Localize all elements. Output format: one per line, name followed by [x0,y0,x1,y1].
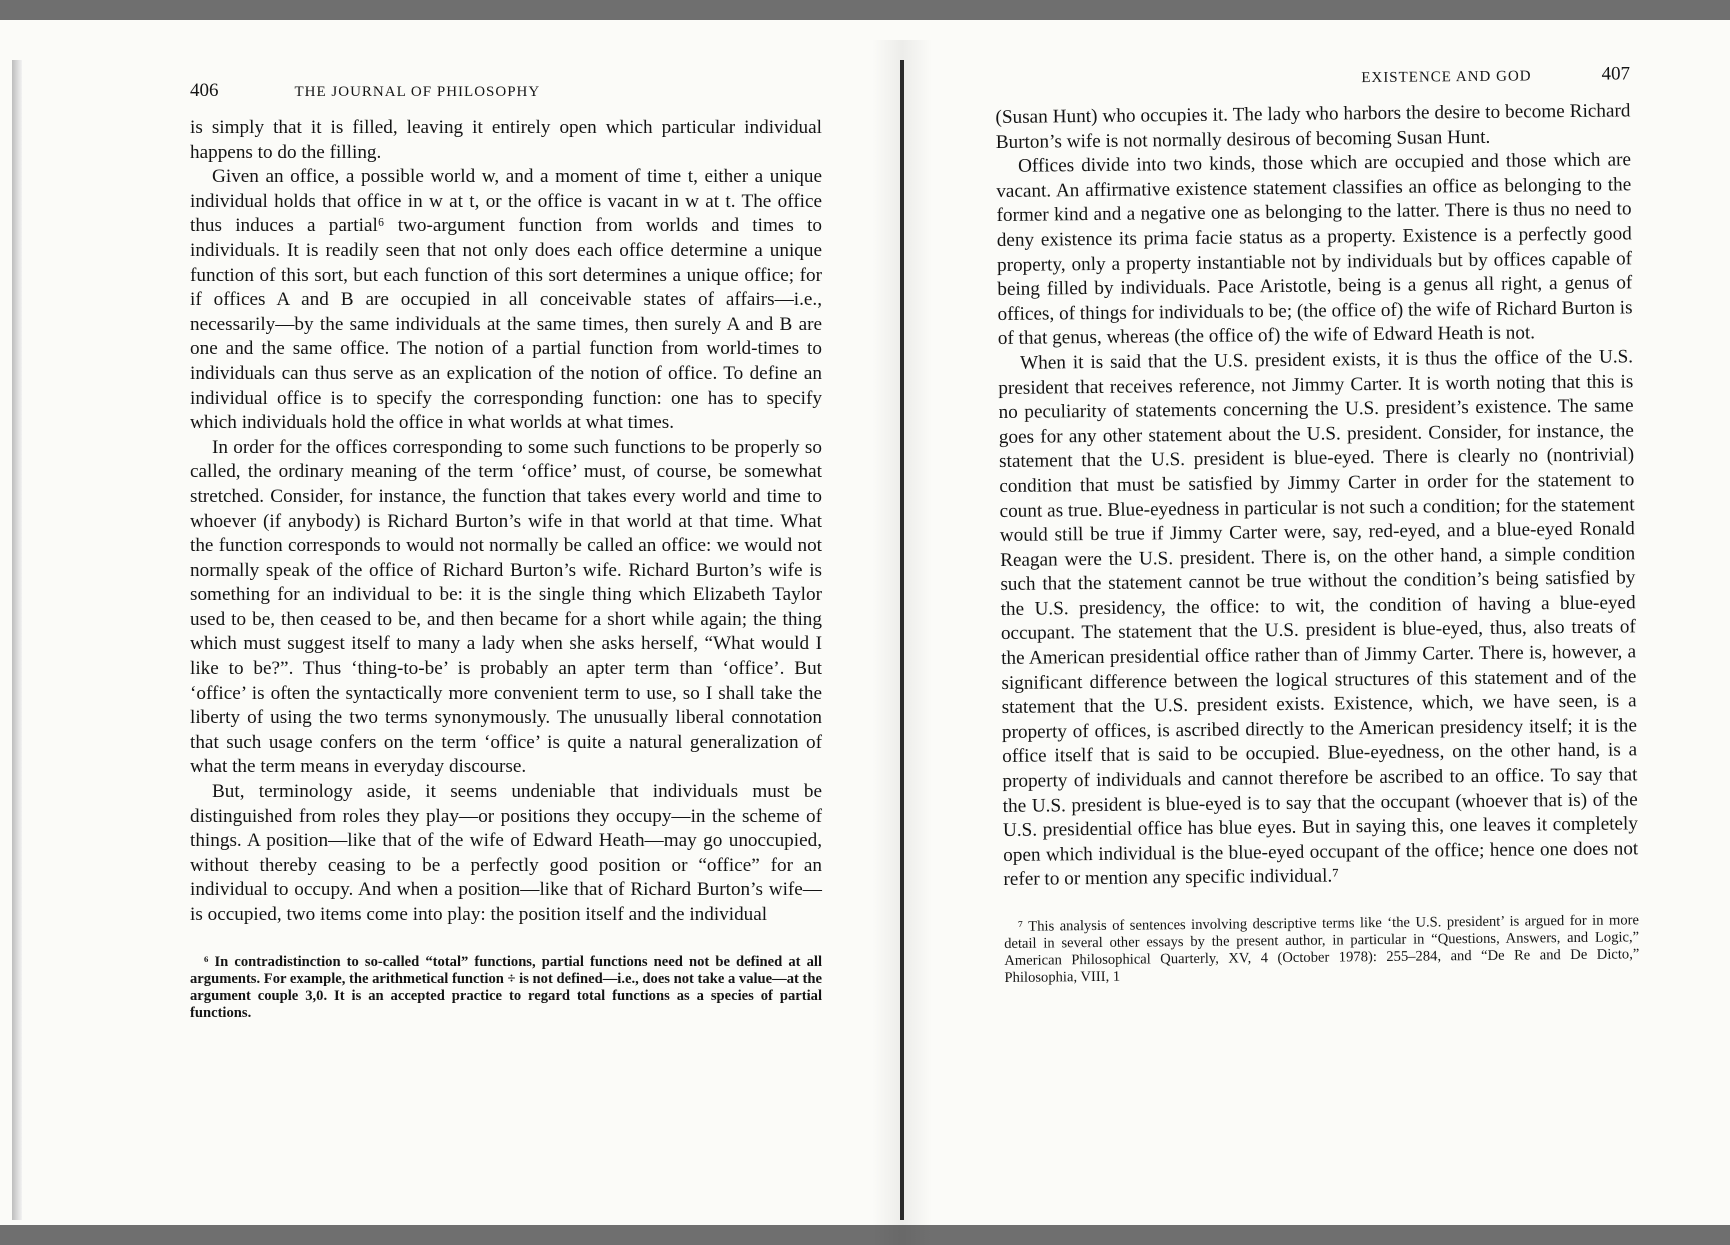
left-body-text [190,116,822,928]
footnote-6: ⁶ In contradistinction to so-called “total” functions, partial functions need not be defined at all arguments. For example, the arithmetical function ÷ is not defined—i.e., does not take a value—at the argument couple 3,0. It is an accepted practice to regard total functions as a species of partial functions. [190,953,822,1021]
footnote-7: ⁷ This analysis of sentences involving descriptive terms like ‘the U.S. president’ is argued for in more detail in several other essays by the present author, in particular in “Questions, Answers, and Logic,” American Philosophical Quarterly, XV, 4 (October 1978): 255–284, and “De Re and De Dicto,” Philosophia, VIII, 1 [1004,912,1640,986]
right-paragraph-1: (Susan Hunt) who occupies it. The lady who harbors the desire to become Richard Burton’s wife is not normally desirous of becoming Susan Hunt. [995,100,1631,153]
left-footnote [190,954,822,1022]
right-page [995,63,1642,1200]
left-paragraph-2: Given an office, a possible world w, and a moment of time t, either a unique individual holds that office in w at t, or the office is vacant in w at t. The office thus induces a partial⁶ two-argument function from worlds and times to individuals. It is readily seen that not only does each office determine a unique function of this sort, but each function of this sort determines a unique office; for if offices A and B are occupied in all conceivable states of affairs—i.e., necessarily—by the same individuals at the same times, then surely A and B are one and the same office. The notion of a partial function from world-times to individuals can thus serve as an explication of the notion of office. To define an individual office is to specify the corresponding function: one has to specify which individuals hold the office in what worlds at what times. [190,166,822,434]
right-body-text [995,99,1638,893]
left-paragraph-3: In order for the offices corresponding to some such functions to be properly so called, the ordinary meaning of the term ‘office’ must, of course, be somewhat stretched. Consider, for instance, the function that takes every world and time to whoever (if anybody) is Richard Burton’s wife in that world at that time. What the function corresponds to would not normally be called an office: we would not normally speak of the office of Richard Burton’s wife. Richard Burton’s wife is something for an individual to be: it is the single thing which Elizabeth Taylor used to be, then ceased to be, and then became for a short while again; the thing which must suggest itself to many a lady when she asks herself, “What would I like to be?”. Thus ‘thing-to-be’ is probably an apter term than ‘office’. But ‘office’ is often the syntactically more convenient term to use, so I shall take the liberty of using the two terms synonymously. The unusually liberal connotation that such usage confers on the term ‘office’ is quite a natural generalization of what the term means in everyday discourse. [190,436,822,778]
left-paragraph-1: is simply that it is filled, leaving it entirely open which particular individual happens to do the filling. [190,117,822,163]
right-footnote [1004,912,1640,987]
left-running-head [190,80,822,102]
left-paragraph-4: But, terminology aside, it seems undeniable that individuals must be distinguished from roles they play—or positions they occupy—in the scheme of things. A position—like that of the wife of Edward Heath—may go unoccupied, without thereby ceasing to be a perfectly good position or “office” for an individual to occupy. And when a position—like that of Richard Burton’s wife—is occupied, two items come into play: the position itself and the individual [190,781,822,925]
left-running-title: THE JOURNAL OF PHILOSOPHY [294,84,541,100]
book-gutter [900,60,904,1220]
left-page-number: 406 [190,80,219,101]
right-paragraph-2: Offices divide into two kinds, those which are occupied and those which are vacant. An affirmative existence statement classifies an office as belonging to the former kind and a negative one as belonging to the latter. There is thus no need to deny existence its prima facie status as a property. Existence is a perfectly good property, only a property instantiable not by individuals but by offices capable of being filled by individuals. Pace Aristotle, being is a genus all right, a genus of offices, of things for individuals to be; (the office of) the wife of Richard Burton is of that genus, whereas (the office of) the wife of Edward Heath is not. [996,149,1633,350]
left-page-edge [12,60,22,1220]
left-page [190,80,822,1200]
right-paragraph-3: When it is said that the U.S. president exists, it is thus the office of the U.S. president that receives reference, not Jimmy Carter. It is worth noting that this is no peculiarity of statements concerning the U.S. president’s existence. The same goes for any other statement about the U.S. president. Consider, for instance, the statement that the U.S. president is blue-eyed. There is clearly no (nontrivial) condition that must be satisfied by Jimmy Carter in order for the statement to count as true. Blue-eyedness in particular is not such a condition; for the statement would still be true if Jimmy Carter were, say, red-eyed, and a blue-eyed Ronald Reagan were the U.S. president. There is, on the other hand, a simple condition such that the statement cannot be true without the condition’s being satisfied by the U.S. presidency, the office: to wit, the condition of having a blue-eyed occupant. The statement that the U.S. president is blue-eyed, thus, also treats of the American presidential office rather than of Jimmy Carter. There is, however, a significant difference between the logical structures of this statement and of the statement that the U.S. president exists. Existence, which, we have seen, is a property of offices, is ascribed directly to the American presidency itself; it is the office itself that is said to be occupied. Blue-eyedness, on the other hand, is a property of individuals and cannot therefore be ascribed to an office. To say that the U.S. president is blue-eyed is to say that the occupant (whoever that is) of the U.S. presidential office has blue eyes. But in saying this, one leaves it completely open which individual is the blue-eyed occupant of the office; hence one does not refer to or mention any specific individual.⁷ [998,346,1639,891]
right-running-title: EXISTENCE AND GOD [1361,68,1532,87]
right-page-number: 407 [1601,63,1631,85]
